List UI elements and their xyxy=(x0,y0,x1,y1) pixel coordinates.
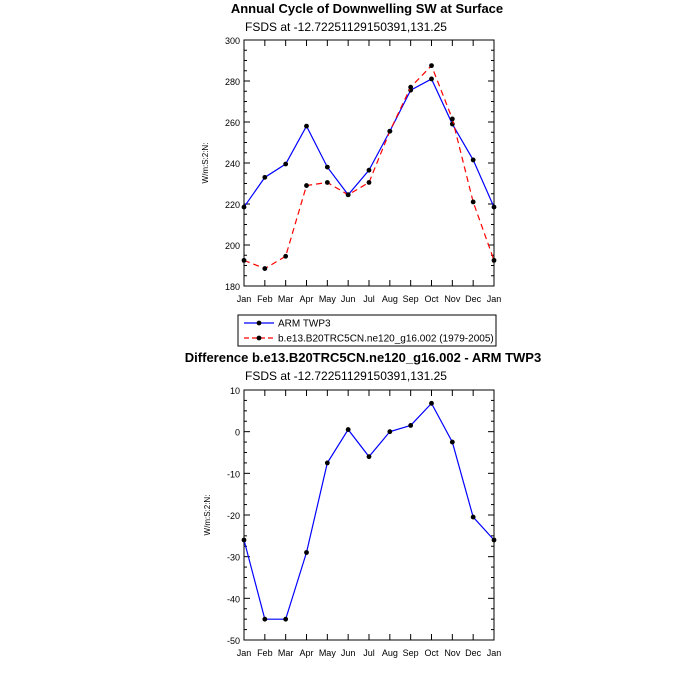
chart-2-x-tick-label: Nov xyxy=(444,648,461,658)
chart-1-y-tick-label: 280 xyxy=(224,77,240,87)
chart-2-x-tick-label: May xyxy=(318,648,336,658)
chart-1-series-1-point xyxy=(304,183,309,188)
legend-label-model: b.e13.B20TRC5CN.ne120_g16.002 (1979-2005) xyxy=(278,333,494,345)
chart-2-frame xyxy=(244,390,494,640)
chart-1-x-tick-label: May xyxy=(318,294,336,304)
chart-1-series-1-point xyxy=(262,266,267,271)
chart-2-series-0-line xyxy=(244,403,494,619)
chart-1-series-1-point xyxy=(450,117,455,122)
chart-1-series-0-point xyxy=(283,162,288,167)
chart-2-series-0-point xyxy=(262,617,267,622)
chart-1-series-1-point xyxy=(387,129,392,134)
chart-1-series-0-line xyxy=(244,79,494,207)
chart-2-plot xyxy=(227,386,501,658)
chart-1-x-tick-label: Jul xyxy=(363,294,375,304)
chart-1-x-tick-label: Nov xyxy=(444,294,461,304)
chart-2-series-0-point xyxy=(242,538,247,543)
chart-1-series-0-point xyxy=(304,124,309,129)
chart-1-x-tick-label: Sep xyxy=(402,294,419,304)
chart-2-x-tick-label: Aug xyxy=(381,648,398,658)
chart-2-series-0-point xyxy=(304,550,309,555)
chart-1-title: Annual Cycle of Downwelling SW at Surface xyxy=(230,1,504,16)
chart-1-y-tick-label: 240 xyxy=(224,159,240,169)
chart-2-y-tick-label: 10 xyxy=(229,386,240,396)
chart-1-x-tick-label: Oct xyxy=(424,294,439,304)
chart-1-x-tick-label: Dec xyxy=(465,294,482,304)
chart-1-series-1-point xyxy=(242,258,247,263)
chart-1-x-tick-label: Feb xyxy=(257,294,273,304)
chart-2-series-0-point xyxy=(346,427,351,432)
chart-1-y-tick-label: 220 xyxy=(224,200,240,210)
chart-1-x-tick-label: Jan xyxy=(486,294,502,304)
chart-1-series-1-point xyxy=(367,180,372,185)
chart-2-y-tick-label: 0 xyxy=(234,427,240,438)
chart-2-y-tick-label: -30 xyxy=(226,552,240,563)
chart-2-x-tick-label: Oct xyxy=(424,648,439,658)
chart-1-series-1-point xyxy=(471,200,476,205)
chart-1-x-tick-label: Jun xyxy=(340,294,356,304)
chart-2-x-tick-label: Jul xyxy=(363,648,375,658)
chart-2-y-tick-label: -20 xyxy=(226,511,240,521)
chart-2-x-tick-label: Feb xyxy=(257,648,273,658)
chart-2-x-tick-label: Mar xyxy=(277,648,294,658)
chart-2-series-0-point xyxy=(492,538,497,543)
chart-2-y-tick-label: -50 xyxy=(226,636,240,646)
chart-2-x-tick-label: Jun xyxy=(340,648,356,658)
legend-marker-arm-twp3 xyxy=(257,321,262,326)
chart-1-y-tick-label: 260 xyxy=(224,118,240,128)
chart-1-frame xyxy=(244,40,494,286)
chart-2-title: Difference b.e13.B20TRC5CN.ne120_g16.002 - ARM TWP3 xyxy=(184,350,542,365)
chart-2-x-tick-label: Dec xyxy=(465,648,482,658)
chart-1-subtitle: FSDS at -12.72251129150391,131.25 xyxy=(245,20,447,34)
chart-2-series-0-point xyxy=(325,461,330,466)
chart-1-series-0-point xyxy=(242,205,247,210)
chart-2-series-0-point xyxy=(387,429,392,434)
chart-2-x-tick-label: Jan xyxy=(486,648,502,658)
chart-2-x-tick-label: Apr xyxy=(299,648,314,658)
chart-1-x-tick-label: Jan xyxy=(236,294,252,304)
chart-2-series-0-point xyxy=(450,440,455,445)
chart-1-x-tick-label: Aug xyxy=(381,294,398,304)
chart-1-series-0-point xyxy=(429,77,434,82)
chart-2-series-0-point xyxy=(429,401,434,406)
legend-marker-model xyxy=(257,336,262,341)
chart-2-series-0-point xyxy=(367,454,372,459)
chart-1-y-axis-label: W/m:S:2:N: xyxy=(201,142,210,184)
chart-1-series-0-point xyxy=(367,168,372,173)
chart-2-series-0-point xyxy=(471,515,476,520)
chart-1-y-tick-label: 200 xyxy=(224,241,240,251)
chart-1-x-tick-label: Apr xyxy=(299,294,314,304)
legend-label-arm-twp3: ARM TWP3 xyxy=(278,318,331,330)
chart-1-series-0-point xyxy=(471,158,476,163)
chart-1-x-tick-label: Mar xyxy=(277,294,294,304)
chart-1-y-tick-label: 300 xyxy=(224,36,240,46)
chart-1-series-0-point xyxy=(325,165,330,170)
chart-1-series-0-point xyxy=(262,175,267,180)
chart-1-series-0-point xyxy=(450,122,455,127)
chart-2-y-tick-label: -10 xyxy=(226,469,240,480)
chart-1-series-1-point xyxy=(283,254,288,259)
chart-1-series-1-point xyxy=(346,192,351,197)
chart-2-subtitle: FSDS at -12.72251129150391,131.25 xyxy=(245,369,447,383)
chart-2-y-axis-label: W/m:S:2:N: xyxy=(203,494,212,536)
chart-1-plot xyxy=(225,36,501,304)
chart-2-y-tick-label: -40 xyxy=(226,594,240,605)
chart-1-series-0-point xyxy=(492,205,497,210)
chart-2-x-tick-label: Jan xyxy=(236,648,252,658)
chart-2-series-0-point xyxy=(408,423,413,428)
chart-1-series-1-point xyxy=(408,85,413,90)
chart-1-series-1-point xyxy=(325,180,330,185)
chart-1-legend xyxy=(238,315,496,346)
chart-1-series-1-point xyxy=(429,63,434,68)
chart-1-y-tick-label: 180 xyxy=(224,282,240,292)
chart-2-series-0-point xyxy=(283,617,288,622)
chart-2-x-tick-label: Sep xyxy=(402,648,419,658)
chart-1-series-1-point xyxy=(492,258,497,263)
